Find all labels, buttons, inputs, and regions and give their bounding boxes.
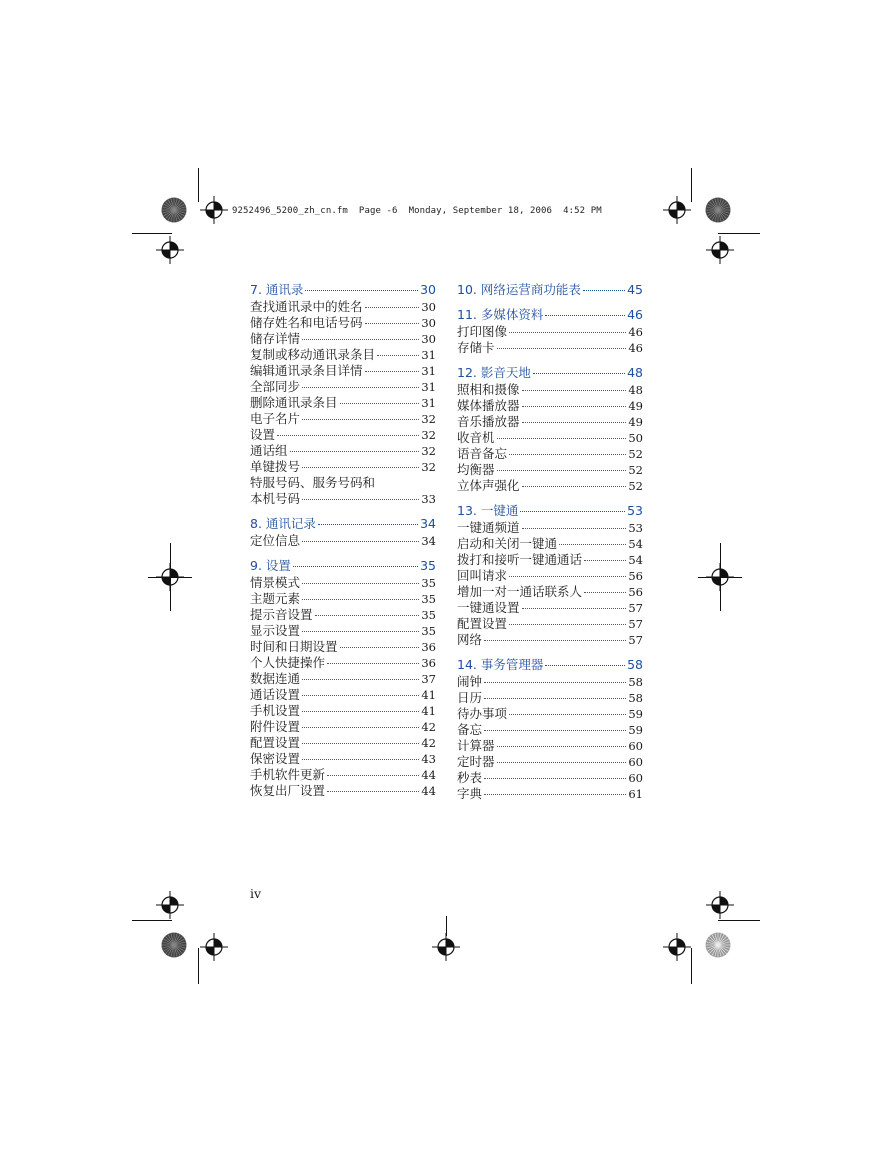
leader-dots — [509, 624, 626, 625]
entry-title: 回叫请求 — [457, 568, 508, 583]
entry-title: 秒表 — [457, 770, 483, 785]
chapter-page: 53 — [627, 503, 643, 518]
entry-title: 定时器 — [457, 754, 495, 769]
leader-dots — [509, 454, 626, 455]
entry-title: 时间和日期设置 — [250, 639, 338, 654]
entry-page: 32 — [421, 412, 436, 426]
leader-dots — [522, 422, 627, 423]
toc-right-column — [457, 281, 643, 810]
entry-page: 31 — [421, 348, 436, 362]
entry-page: 56 — [628, 585, 643, 599]
toc-entry[interactable] — [250, 735, 436, 751]
toc-entry[interactable] — [457, 786, 643, 802]
leader-dots — [520, 511, 625, 512]
color-rosette-icon — [705, 197, 731, 223]
toc-entry[interactable] — [250, 427, 436, 443]
toc-entry[interactable] — [250, 459, 436, 475]
entry-title: 增加一对一通话联系人 — [457, 584, 583, 599]
entry-page: 42 — [421, 736, 436, 750]
toc-entry[interactable] — [457, 706, 643, 722]
leader-dots — [497, 348, 627, 349]
toc-chapter-heading[interactable] — [457, 281, 643, 298]
toc-entry[interactable] — [457, 600, 643, 616]
entry-page: 46 — [628, 325, 643, 339]
toc-section — [250, 281, 436, 507]
entry-page: 57 — [628, 601, 643, 615]
toc-entry[interactable] — [250, 767, 436, 783]
entry-page: 31 — [421, 380, 436, 394]
leader-dots — [545, 665, 625, 666]
leader-dots — [340, 647, 420, 648]
entry-title: 均衡器 — [457, 462, 495, 477]
toc-entry[interactable] — [250, 533, 436, 549]
entry-title: 全部同步 — [250, 379, 301, 394]
leader-dots — [277, 435, 419, 436]
entry-title: 通话组 — [250, 443, 288, 458]
entry-title: 收音机 — [457, 430, 495, 445]
crop-line — [132, 920, 172, 921]
toc-entry[interactable] — [457, 616, 643, 632]
entry-title: 待办事项 — [457, 706, 508, 721]
leader-dots — [302, 743, 419, 744]
leader-dots — [293, 566, 418, 567]
leader-dots — [365, 371, 420, 372]
entry-page: 59 — [628, 723, 643, 737]
entry-title: 打印图像 — [457, 324, 508, 339]
crop-line — [691, 168, 692, 202]
entry-title: 启动和关闭一键通 — [457, 536, 558, 551]
crop-line — [198, 948, 199, 984]
toc-entry[interactable] — [250, 395, 436, 411]
entry-title: 特服号码、服务号码和 — [250, 475, 376, 490]
leader-dots — [497, 438, 627, 439]
leader-dots — [315, 615, 420, 616]
chapter-title: 13. 一键通 — [457, 503, 519, 518]
toc-entry[interactable] — [250, 639, 436, 655]
entry-page: 58 — [628, 675, 643, 689]
registration-target-icon — [200, 933, 228, 961]
registration-target-icon — [706, 891, 734, 919]
leader-dots — [365, 307, 420, 308]
entry-title: 提示音设置 — [250, 607, 313, 622]
crop-line — [148, 577, 192, 578]
toc-entry[interactable] — [250, 687, 436, 703]
entry-title: 通话设置 — [250, 687, 301, 702]
toc-chapter-heading[interactable] — [250, 515, 436, 532]
leader-dots — [302, 711, 419, 712]
entry-page: 32 — [421, 428, 436, 442]
entry-title: 主题元素 — [250, 591, 301, 606]
toc-entry[interactable] — [250, 591, 436, 607]
entry-page: 30 — [421, 332, 436, 346]
crop-line — [691, 948, 692, 984]
leader-dots — [509, 714, 626, 715]
entry-title: 音乐播放器 — [457, 414, 520, 429]
crop-line — [198, 168, 199, 202]
color-rosette-icon — [161, 197, 187, 223]
entry-title: 本机号码 — [250, 491, 301, 506]
toc-entry[interactable] — [457, 674, 643, 690]
entry-page: 32 — [421, 444, 436, 458]
chapter-page: 58 — [627, 657, 643, 672]
entry-title: 电子名片 — [250, 411, 301, 426]
toc-section — [457, 281, 643, 298]
entry-page: 46 — [628, 341, 643, 355]
toc-entry[interactable] — [457, 584, 643, 600]
toc-entry[interactable] — [250, 703, 436, 719]
file-header: 9252496_5200_zh_cn.fm Page -6 Monday, September 18, 2006 4:52 PM — [232, 206, 602, 216]
entry-title: 编辑通讯录条目详情 — [250, 363, 363, 378]
chapter-title: 7. 通讯录 — [250, 282, 304, 297]
chapter-title: 10. 网络运营商功能表 — [457, 282, 581, 297]
leader-dots — [305, 290, 418, 291]
entry-title: 存储卡 — [457, 340, 495, 355]
entry-page: 54 — [628, 553, 643, 567]
leader-dots — [509, 576, 626, 577]
entry-page: 36 — [421, 640, 436, 654]
leader-dots — [522, 608, 627, 609]
toc-entry[interactable] — [457, 478, 643, 494]
chapter-page: 35 — [420, 558, 436, 573]
entry-page: 35 — [421, 624, 436, 638]
leader-dots — [290, 451, 420, 452]
registration-target-icon — [432, 933, 460, 961]
leader-dots — [484, 730, 626, 731]
entry-title: 配置设置 — [457, 616, 508, 631]
toc-entry[interactable] — [457, 568, 643, 584]
entry-title: 闹钟 — [457, 674, 483, 689]
entry-page: 33 — [421, 492, 436, 506]
toc-entry[interactable] — [457, 446, 643, 462]
page-number: iv — [250, 886, 262, 901]
entry-page: 44 — [421, 768, 436, 782]
entry-page: 32 — [421, 460, 436, 474]
chapter-title: 8. 通讯记录 — [250, 516, 316, 531]
entry-title: 计算器 — [457, 738, 495, 753]
toc-entry[interactable] — [250, 379, 436, 395]
toc-entry[interactable] — [250, 299, 436, 315]
entry-title: 数据连通 — [250, 671, 301, 686]
chapter-page: 48 — [627, 365, 643, 380]
entry-page: 43 — [421, 752, 436, 766]
toc-entry[interactable] — [457, 722, 643, 738]
entry-page: 30 — [421, 300, 436, 314]
entry-title: 删除通讯录条目 — [250, 395, 338, 410]
toc-entry[interactable] — [250, 347, 436, 363]
entry-page: 35 — [421, 608, 436, 622]
toc-entry[interactable] — [457, 398, 643, 414]
leader-dots — [522, 528, 627, 529]
leader-dots — [302, 759, 419, 760]
entry-title: 拨打和接听一键通通话 — [457, 552, 583, 567]
chapter-title: 12. 影音天地 — [457, 365, 531, 380]
toc-entry[interactable] — [457, 430, 643, 446]
entry-page: 41 — [421, 688, 436, 702]
leader-dots — [302, 599, 419, 600]
toc-entry[interactable] — [250, 671, 436, 687]
toc-entry[interactable] — [250, 331, 436, 347]
toc-entry[interactable] — [457, 382, 643, 398]
leader-dots — [533, 373, 625, 374]
entry-title: 定位信息 — [250, 533, 301, 548]
crop-line — [132, 233, 172, 234]
entry-title: 语音备忘 — [457, 446, 508, 461]
leader-dots — [302, 467, 419, 468]
toc-entry[interactable] — [457, 690, 643, 706]
leader-dots — [484, 698, 626, 699]
leader-dots — [484, 682, 626, 683]
registration-target-icon — [706, 236, 734, 264]
entry-page: 53 — [628, 521, 643, 535]
leader-dots — [318, 524, 418, 525]
toc-section — [457, 364, 643, 494]
toc-section — [250, 515, 436, 549]
leader-dots — [302, 541, 419, 542]
entry-title: 复制或移动通讯录条目 — [250, 347, 376, 362]
entry-title: 字典 — [457, 786, 483, 801]
registration-target-icon — [663, 933, 691, 961]
toc-entry[interactable] — [250, 607, 436, 623]
chapter-title: 9. 设置 — [250, 558, 291, 573]
entry-title: 设置 — [250, 427, 276, 442]
entry-title: 单键拨号 — [250, 459, 301, 474]
leader-dots — [509, 332, 626, 333]
toc-chapter-heading[interactable] — [457, 364, 643, 381]
leader-dots — [302, 339, 419, 340]
entry-title: 一键通设置 — [457, 600, 520, 615]
toc-entry[interactable] — [457, 754, 643, 770]
leader-dots — [302, 387, 419, 388]
leader-dots — [522, 486, 627, 487]
entry-page: 54 — [628, 537, 643, 551]
entry-page: 52 — [628, 463, 643, 477]
entry-page: 35 — [421, 576, 436, 590]
entry-page: 48 — [628, 383, 643, 397]
leader-dots — [545, 315, 625, 316]
toc-entry[interactable] — [250, 315, 436, 331]
toc-entry[interactable] — [457, 520, 643, 536]
entry-page: 52 — [628, 479, 643, 493]
leader-dots — [327, 663, 419, 664]
entry-title: 一键通频道 — [457, 520, 520, 535]
entry-page: 44 — [421, 784, 436, 798]
leader-dots — [302, 695, 419, 696]
entry-page: 30 — [421, 316, 436, 330]
chapter-page: 30 — [420, 282, 436, 297]
toc-entry[interactable] — [250, 719, 436, 735]
leader-dots — [327, 775, 419, 776]
toc-entry[interactable] — [250, 363, 436, 379]
leader-dots — [497, 470, 627, 471]
entry-title: 手机设置 — [250, 703, 301, 718]
leader-dots — [302, 499, 419, 500]
toc-entry[interactable] — [457, 738, 643, 754]
toc-chapter-heading[interactable] — [457, 502, 643, 519]
chapter-page: 45 — [627, 282, 643, 297]
toc-chapter-heading[interactable] — [457, 656, 643, 673]
toc-section — [250, 557, 436, 799]
entry-page: 60 — [628, 771, 643, 785]
entry-title: 附件设置 — [250, 719, 301, 734]
entry-page: 56 — [628, 569, 643, 583]
entry-title: 储存姓名和电话号码 — [250, 315, 363, 330]
crop-line — [446, 916, 447, 936]
entry-page: 49 — [628, 415, 643, 429]
entry-title: 个人快捷操作 — [250, 655, 326, 670]
toc-entry[interactable] — [457, 340, 643, 356]
toc-entry[interactable] — [250, 443, 436, 459]
toc-entry[interactable] — [250, 575, 436, 591]
leader-dots — [484, 794, 626, 795]
entry-page: 37 — [421, 672, 436, 686]
leader-dots — [497, 746, 627, 747]
leader-dots — [584, 560, 626, 561]
entry-title: 媒体播放器 — [457, 398, 520, 413]
entry-page: 52 — [628, 447, 643, 461]
leader-dots — [484, 778, 626, 779]
leader-dots — [340, 403, 420, 404]
leader-dots — [559, 544, 626, 545]
entry-title: 储存详情 — [250, 331, 301, 346]
leader-dots — [522, 390, 627, 391]
leader-dots — [302, 419, 419, 420]
toc-entry[interactable] — [250, 411, 436, 427]
toc-entry[interactable] — [457, 770, 643, 786]
crop-line — [698, 577, 742, 578]
toc-entry[interactable] — [250, 623, 436, 639]
color-rosette-icon — [705, 932, 731, 958]
chapter-title: 14. 事务管理器 — [457, 657, 544, 672]
chapter-page: 46 — [627, 307, 643, 322]
registration-target-icon — [156, 891, 184, 919]
entry-page: 35 — [421, 592, 436, 606]
color-rosette-icon — [161, 932, 187, 958]
toc-entry[interactable] — [250, 783, 436, 799]
leader-dots — [522, 406, 627, 407]
leader-dots — [327, 791, 419, 792]
leader-dots — [484, 640, 626, 641]
entry-page: 50 — [628, 431, 643, 445]
leader-dots — [302, 583, 419, 584]
entry-title: 立体声强化 — [457, 478, 520, 493]
entry-title: 网络 — [457, 632, 483, 647]
entry-title: 情景模式 — [250, 575, 301, 590]
entry-page: 42 — [421, 720, 436, 734]
toc-entry[interactable] — [457, 536, 643, 552]
entry-page: 59 — [628, 707, 643, 721]
toc-entry[interactable] — [457, 324, 643, 340]
toc-entry[interactable] — [457, 552, 643, 568]
toc-entry[interactable] — [250, 751, 436, 767]
toc-entry[interactable] — [250, 491, 436, 507]
entry-page: 60 — [628, 739, 643, 753]
entry-page: 49 — [628, 399, 643, 413]
leader-dots — [302, 679, 419, 680]
entry-page: 58 — [628, 691, 643, 705]
leader-dots — [584, 592, 626, 593]
toc-section — [457, 656, 643, 802]
registration-target-icon — [663, 196, 691, 224]
toc-entry[interactable] — [250, 475, 436, 491]
entry-page: 36 — [421, 656, 436, 670]
entry-title: 备忘 — [457, 722, 483, 737]
toc-chapter-heading[interactable] — [457, 306, 643, 323]
toc-section — [457, 502, 643, 648]
leader-dots — [377, 355, 419, 356]
toc-chapter-heading[interactable] — [250, 281, 436, 298]
entry-title: 照相和摄像 — [457, 382, 520, 397]
leader-dots — [583, 290, 625, 291]
leader-dots — [497, 762, 627, 763]
entry-page: 31 — [421, 396, 436, 410]
entry-page: 34 — [421, 534, 436, 548]
entry-page: 57 — [628, 617, 643, 631]
entry-page: 31 — [421, 364, 436, 378]
entry-title: 查找通讯录中的姓名 — [250, 299, 363, 314]
registration-target-icon — [156, 236, 184, 264]
toc-entry[interactable] — [457, 632, 643, 648]
entry-title: 日历 — [457, 690, 483, 705]
entry-title: 手机软件更新 — [250, 767, 326, 782]
toc-entry[interactable] — [457, 462, 643, 478]
entry-page: 41 — [421, 704, 436, 718]
toc-section — [457, 306, 643, 356]
entry-page: 61 — [628, 787, 643, 801]
leader-dots — [302, 631, 419, 632]
chapter-page: 34 — [420, 516, 436, 531]
crop-line — [718, 920, 760, 921]
leader-dots — [365, 323, 420, 324]
entry-page: 57 — [628, 633, 643, 647]
toc-chapter-heading[interactable] — [250, 557, 436, 574]
entry-title: 保密设置 — [250, 751, 301, 766]
entry-title: 恢复出厂设置 — [250, 783, 326, 798]
chapter-title: 11. 多媒体资料 — [457, 307, 544, 322]
entry-page: 60 — [628, 755, 643, 769]
crop-line — [718, 233, 760, 234]
entry-title: 配置设置 — [250, 735, 301, 750]
toc-left-column — [250, 281, 436, 807]
registration-target-icon — [200, 196, 228, 224]
entry-title: 显示设置 — [250, 623, 301, 638]
leader-dots — [302, 727, 419, 728]
toc-entry[interactable] — [457, 414, 643, 430]
toc-entry[interactable] — [250, 655, 436, 671]
